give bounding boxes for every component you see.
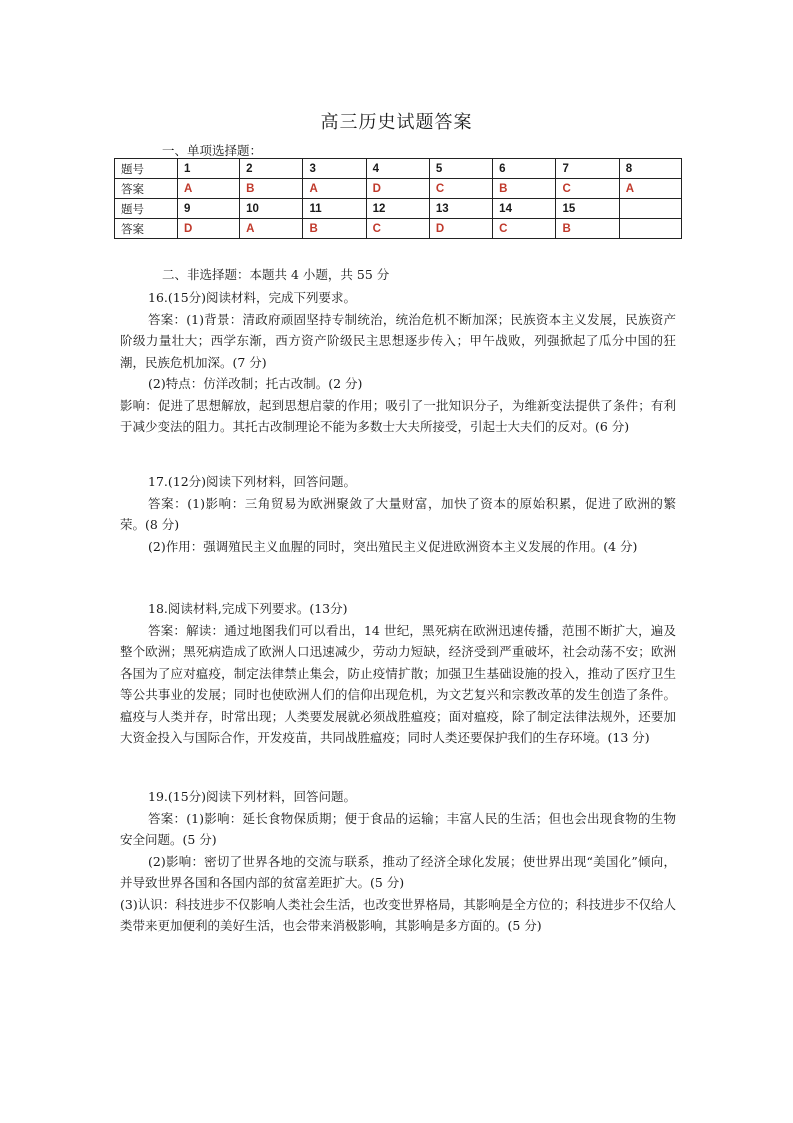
question-prompt: 18.阅读材料,完成下列要求。(13分) bbox=[148, 601, 348, 616]
question-number: 7 bbox=[556, 159, 619, 179]
row-label: 题号 bbox=[115, 199, 178, 219]
page-title: 高三历史试题答案 bbox=[320, 112, 473, 133]
row-label: 答案 bbox=[115, 179, 178, 199]
question-prompt: 17.(12分)阅读下列材料，回答问题。 bbox=[148, 474, 357, 489]
question-number: 9 bbox=[177, 199, 239, 219]
question-number: 1 bbox=[177, 159, 239, 179]
table-row bbox=[115, 199, 682, 219]
answer-cell: C bbox=[493, 219, 556, 239]
question-number: 2 bbox=[240, 159, 303, 179]
answer-cell: D bbox=[366, 179, 429, 199]
answer-cell: B bbox=[303, 219, 366, 239]
question-number: 13 bbox=[429, 199, 492, 219]
question-number: 5 bbox=[429, 159, 492, 179]
question-19 bbox=[120, 786, 676, 937]
question-prompt: 16.(15分)阅读材料，完成下列要求。 bbox=[148, 290, 357, 305]
answer-cell: D bbox=[177, 219, 239, 239]
question-number: 14 bbox=[493, 199, 556, 219]
question-number: 10 bbox=[240, 199, 303, 219]
question-16 bbox=[120, 287, 676, 438]
answer-paragraph: (3)认识：科技进步不仅影响人类社会生活，也改变世界格局，其影响是全方位的；科技进步不仅给人类带来更加便利的美好生活，也会带来消极影响，其影响是多方面的。(5 分) bbox=[120, 896, 676, 933]
answer-cell: B bbox=[240, 179, 303, 199]
question-number: 6 bbox=[493, 159, 556, 179]
answer-paragraph: (2)作用：强调殖民主义血腥的同时，突出殖民主义促进欧洲资本主义发展的作用。(4 分) bbox=[148, 538, 638, 554]
answer-paragraph: 答案：(1)背景：清政府顽固坚持专制统治，统治危机不断加深；民族资本主义发展，民族资产阶级力量壮大；西学东渐，西方资产阶级民主思想逐步传入；甲午战败，列强掀起了瓜分中国的狂潮，民族危机加深。(7 分) bbox=[120, 311, 676, 370]
answer-cell: C bbox=[556, 179, 619, 199]
answer-cell: B bbox=[556, 219, 619, 239]
question-number: 15 bbox=[556, 199, 619, 219]
answer-paragraph: 答案：(1)影响：延长食物保质期；便于食品的运输；丰富人民的生活；但也会出现食物的生物安全问题。(5 分) bbox=[120, 810, 676, 847]
question-number bbox=[619, 199, 681, 219]
answer-cell: C bbox=[366, 219, 429, 239]
table-row bbox=[115, 159, 682, 179]
answer-paragraph: 答案：解读：通过地图我们可以看出，14 世纪，黑死病在欧洲迅速传播，范围不断扩大，遍及整个欧洲；黑死病造成了欧洲人口迅速减少，劳动力短缺，经济受到严重破坏，社会动荡不安；欧洲各国为了应对瘟疫，制定法律禁止集会，防止疫情扩散；加强卫生基础设施的投入，推动了医疗卫生等公共事业的发展；同时也使欧洲人们的信仰出现危机，为文艺复兴和宗教改革的发生创造了条件。瘟疫与人类并存，时常出现；人类要发展就必须战胜瘟疫；面对瘟疫，除了制定法律法规外，还要加大资金投入与国际合作，开发疫苗，共同战胜瘟疫；同时人类还要保护我们的生存环境。(13 分) bbox=[120, 622, 676, 745]
table-row bbox=[115, 219, 682, 239]
section-1-heading: 一、单项选择题： bbox=[162, 143, 263, 158]
answer-cell: A bbox=[177, 179, 239, 199]
answer-paragraph: 答案：(1)影响：三角贸易为欧洲聚敛了大量财富，加快了资本的原始积累，促进了欧洲的繁荣。(8 分) bbox=[120, 495, 676, 532]
question-number: 3 bbox=[303, 159, 366, 179]
answer-cell: C bbox=[429, 179, 492, 199]
row-label: 答案 bbox=[115, 219, 178, 239]
answer-cell: A bbox=[619, 179, 681, 199]
answer-cell bbox=[619, 219, 681, 239]
question-number: 4 bbox=[366, 159, 429, 179]
answer-paragraph: (2)影响：密切了世界各地的交流与联系，推动了经济全球化发展；使世界出现“美国化”倾向，并导致世界各国和各国内部的贫富差距扩大。(5 分) bbox=[120, 853, 676, 890]
answer-cell: A bbox=[240, 219, 303, 239]
answer-table bbox=[114, 158, 682, 239]
section-2-heading: 二、非选择题：本题共 4 小题，共 55 分 bbox=[162, 267, 390, 282]
row-label: 题号 bbox=[115, 159, 178, 179]
question-prompt: 19.(15分)阅读下列材料，回答问题。 bbox=[148, 789, 357, 804]
question-number: 8 bbox=[619, 159, 681, 179]
table-row bbox=[115, 179, 682, 199]
question-number: 12 bbox=[366, 199, 429, 219]
question-number: 11 bbox=[303, 199, 366, 219]
answer-cell: B bbox=[493, 179, 556, 199]
answer-paragraph: (2)特点：仿洋改制；托古改制。(2 分) bbox=[148, 376, 363, 391]
answer-cell: D bbox=[429, 219, 492, 239]
question-18 bbox=[120, 598, 676, 749]
answer-paragraph: 影响：促进了思想解放，起到思想启蒙的作用；吸引了一批知识分子，为维新变法提供了条件；有利于减少变法的阻力。其托古改制理论不能为多数士大夫所接受，引起士大夫们的反对。(6 分) bbox=[120, 397, 676, 434]
question-17 bbox=[120, 471, 676, 557]
answer-cell: A bbox=[303, 179, 366, 199]
